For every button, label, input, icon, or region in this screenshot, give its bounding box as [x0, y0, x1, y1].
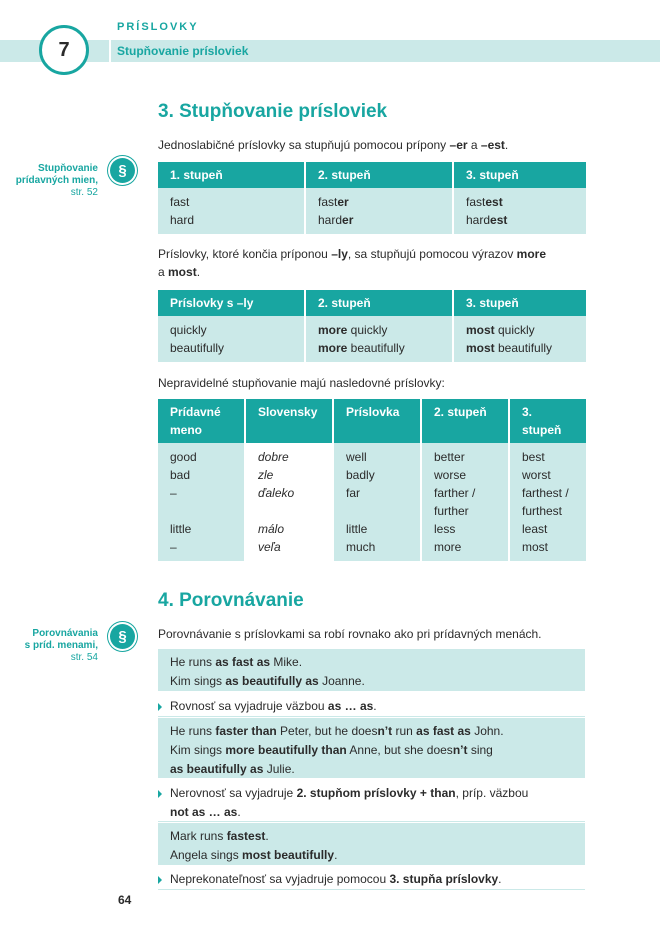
table-cell: better worse farther / further less more: [421, 443, 509, 561]
table-cell: well badly far little much: [333, 443, 421, 561]
table-header: Prídavné meno: [158, 399, 245, 443]
bullet-arrow-icon: [158, 703, 162, 711]
table-header: 3. stupeň: [453, 162, 586, 188]
table-cell: quickly beautifully: [158, 316, 305, 362]
table-header: Príslovky s –ly: [158, 290, 305, 316]
header-band: [0, 40, 660, 62]
table-cell: faster harder: [305, 188, 453, 234]
table-one-syllable: [158, 162, 586, 234]
bullet-arrow-icon: [158, 876, 162, 884]
section-3-intro: Jednoslabičné príslovky sa stupňujú pomocou prípony –er a –est.: [158, 138, 509, 152]
table-header: 2. stupeň: [305, 290, 453, 316]
table-cell: best worst farthest / furthest least most: [509, 443, 586, 561]
note-inequality: Nerovnosť sa vyjadruje 2. stupňom príslovky + than, príp. väzbou not as … as.: [158, 780, 585, 822]
ly-intro: Príslovky, ktoré končia príponou –ly, sa stupňujú pomocou výrazov more a most.: [158, 247, 546, 279]
side-note-comparison: Porovnávania s príd. menami, str. 54: [24, 628, 98, 663]
header-divider: [109, 40, 111, 62]
table-header: 2. stupeň: [305, 162, 453, 188]
note-superlative: Neprekonateľnosť sa vyjadruje pomocou 3. stupňa príslovky.: [158, 866, 585, 890]
section-3-heading: 3. Stupňovanie prísloviek: [158, 101, 388, 122]
table-header: 3. stupeň: [509, 399, 586, 443]
paragraph-icon: §: [110, 624, 135, 649]
side-note-adjectives: Stupňovanie prídavných mien, str. 52: [15, 163, 98, 198]
table-cell: fast hard: [158, 188, 305, 234]
chapter-badge: [39, 25, 89, 75]
irregular-intro: Nepravidelné stupňovanie majú nasledovné príslovky:: [158, 376, 445, 390]
section-4-heading: 4. Porovnávanie: [158, 590, 304, 611]
example-inequality: He runs faster than Peter, but he doesn’t run as fast as John. Kim sings more beautifully than Anne, but she doesn’t sing as beautifully as Julie.: [158, 718, 585, 778]
chapter-number: 7: [58, 38, 70, 61]
chapter-kicker: PRÍSLOVKY: [117, 21, 199, 33]
section-4-intro: Porovnávanie s príslovkami sa robí rovnako ako pri prídavných menách.: [158, 627, 542, 641]
table-irregular: [158, 399, 586, 561]
table-cell: dobre zle ďaleko málo veľa: [245, 443, 333, 561]
table-ly-adverbs: [158, 290, 586, 362]
table-header: Slovensky: [245, 399, 333, 443]
example-superlative: Mark runs fastest. Angela sings most beautifully.: [158, 823, 585, 865]
table-cell: most quickly most beautifully: [453, 316, 586, 362]
table-header: 3. stupeň: [453, 290, 586, 316]
table-cell: good bad – little –: [158, 443, 245, 561]
table-cell: more quickly more beautifully: [305, 316, 453, 362]
page-number: 64: [118, 893, 132, 907]
example-equality: He runs as fast as Mike. Kim sings as beautifully as Joanne.: [158, 649, 585, 691]
table-header: 2. stupeň: [421, 399, 509, 443]
table-header: Príslovka: [333, 399, 421, 443]
note-equality: Rovnosť sa vyjadruje väzbou as … as.: [158, 693, 585, 717]
table-cell: fastest hardest: [453, 188, 586, 234]
table-header: 1. stupeň: [158, 162, 305, 188]
bullet-arrow-icon: [158, 790, 162, 798]
chapter-subtitle: Stupňovanie prísloviek: [117, 44, 249, 58]
paragraph-icon: §: [110, 158, 135, 183]
